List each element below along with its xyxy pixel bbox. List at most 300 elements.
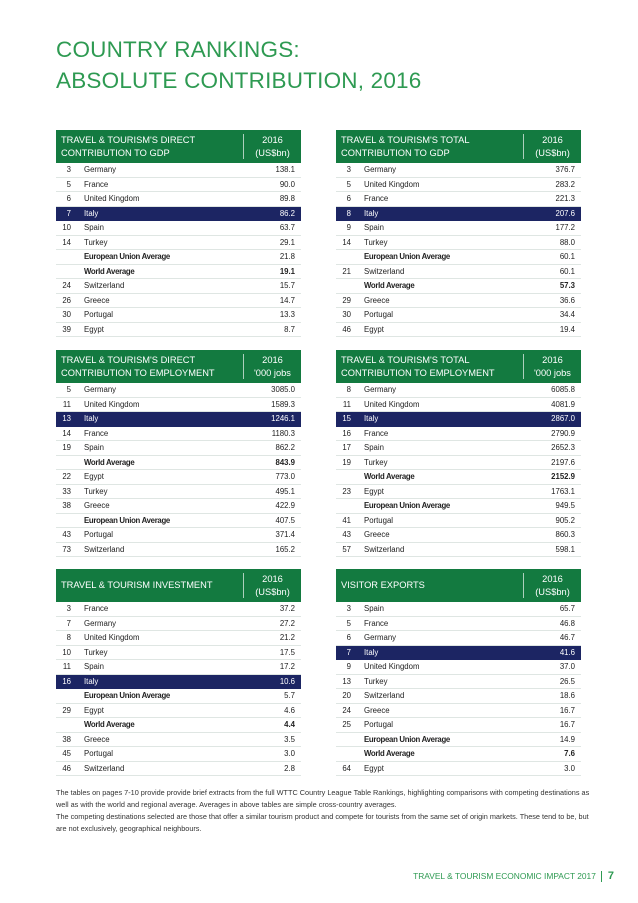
column-year: 2016: [262, 134, 283, 145]
page-title-line-2: ABSOLUTE CONTRIBUTION, 2016: [56, 68, 422, 93]
table-row: [56, 660, 301, 675]
rank-cell: 10: [62, 647, 71, 657]
value-cell: 63.7: [279, 223, 295, 232]
rank-cell: 8: [66, 633, 71, 642]
table-row: [56, 398, 301, 413]
rank-cell: [336, 250, 351, 264]
column-header: [523, 354, 581, 379]
footnote-paragraph: The tables on pages 7-10 provide provide brief extracts from the full WTTC Country League Table Rankings, highlighting comparisons with competing destinations as well as with the world and regional average. Averages in above tables are simple cross-country averages.: [56, 788, 590, 810]
value-cell: 422.9: [275, 501, 295, 510]
table-row: [56, 762, 301, 777]
table-total-employment: [336, 350, 581, 557]
table-row: [56, 323, 301, 338]
value-cell: 4.4: [284, 720, 295, 729]
country-cell: World Average: [364, 281, 415, 290]
highlighted-row: [336, 646, 581, 661]
value-cell: 34.4: [559, 310, 575, 319]
country-cell: Egypt: [364, 486, 384, 496]
rank-cell: 64: [342, 763, 351, 773]
country-cell: Portugal: [364, 515, 394, 525]
country-cell: Switzerland: [84, 544, 125, 554]
country-cell: France: [84, 428, 109, 438]
table-row: [56, 441, 301, 456]
table-row: [56, 646, 301, 661]
country-cell: Switzerland: [84, 763, 125, 773]
country-cell: Egypt: [364, 763, 384, 773]
table-row: [336, 528, 581, 543]
table-row: [336, 383, 581, 398]
country-cell: Spain: [364, 223, 384, 232]
rank-cell: 14: [342, 237, 351, 247]
rank-cell: 19: [62, 443, 71, 452]
value-cell: 3085.0: [271, 385, 295, 394]
value-cell: 495.1: [275, 486, 295, 496]
rank-cell: 30: [62, 310, 71, 319]
rank-cell: 29: [342, 295, 351, 305]
table-row: [336, 631, 581, 646]
table-row: [336, 323, 581, 338]
country-cell: Turkey: [84, 486, 108, 496]
rank-cell: 8: [346, 385, 351, 394]
country-cell: Spain: [364, 443, 384, 452]
country-cell: Italy: [364, 414, 379, 423]
table-row: [336, 192, 581, 207]
table-row: [336, 221, 581, 236]
value-cell: 89.8: [279, 194, 295, 203]
value-cell: 4.6: [284, 705, 295, 715]
country-cell: Germany: [84, 165, 117, 174]
rank-cell: 46: [342, 324, 351, 334]
country-cell: European Union Average: [364, 501, 450, 510]
value-cell: 18.6: [559, 691, 575, 700]
table-row: [56, 543, 301, 558]
rank-cell: [336, 279, 351, 293]
country-cell: European Union Average: [84, 252, 170, 261]
aggregate-row: [336, 747, 581, 762]
value-cell: 905.2: [555, 515, 575, 525]
aggregate-row: [336, 499, 581, 514]
value-cell: 2197.6: [551, 457, 575, 467]
rank-cell: [336, 499, 351, 513]
aggregate-row: [56, 250, 301, 265]
rank-cell: 5: [346, 618, 351, 628]
table-row: [56, 602, 301, 617]
rank-cell: 20: [342, 691, 351, 700]
country-cell: Greece: [364, 295, 390, 305]
value-cell: 8.7: [284, 324, 295, 334]
rank-cell: 14: [62, 237, 71, 247]
table-row: [56, 470, 301, 485]
country-cell: European Union Average: [364, 734, 450, 744]
country-cell: Switzerland: [84, 281, 125, 290]
value-cell: 17.2: [279, 662, 295, 671]
country-cell: Italy: [84, 414, 99, 423]
rank-cell: 24: [62, 281, 71, 290]
rank-cell: 29: [62, 705, 71, 715]
table-row: [56, 747, 301, 762]
country-cell: Greece: [364, 530, 390, 539]
value-cell: 5.7: [284, 691, 295, 700]
table-row: [56, 192, 301, 207]
value-cell: 36.6: [559, 295, 575, 305]
value-cell: 3.5: [284, 734, 295, 744]
country-cell: Turkey: [364, 676, 388, 686]
rank-cell: 3: [66, 604, 71, 613]
country-cell: France: [364, 618, 389, 628]
rank-cell: 7: [66, 618, 71, 628]
table-row: [336, 660, 581, 675]
footnotes: [56, 787, 596, 835]
value-cell: 41.6: [559, 647, 575, 657]
table-header: [56, 350, 301, 383]
table-row: [56, 178, 301, 193]
country-cell: United Kingdom: [84, 633, 140, 642]
page-title-line-1: COUNTRY RANKINGS:: [56, 37, 300, 62]
country-cell: France: [84, 604, 109, 613]
table-direct-gdp: [56, 130, 301, 337]
country-cell: World Average: [84, 720, 135, 729]
country-cell: Switzerland: [364, 691, 405, 700]
column-year: 2016: [542, 354, 563, 365]
value-cell: 88.0: [559, 237, 575, 247]
value-cell: 26.5: [559, 676, 575, 686]
rank-cell: 10: [62, 223, 71, 232]
table-row: [336, 178, 581, 193]
country-cell: United Kingdom: [84, 194, 140, 203]
value-cell: 7.6: [564, 749, 575, 758]
value-cell: 3.0: [564, 763, 575, 773]
rank-cell: 6: [346, 633, 351, 642]
value-cell: 4081.9: [551, 399, 575, 409]
column-header: [523, 573, 581, 598]
rank-cell: [56, 250, 71, 264]
value-cell: 60.1: [559, 266, 575, 276]
value-cell: 221.3: [555, 194, 575, 203]
table-row: [336, 602, 581, 617]
country-cell: European Union Average: [84, 515, 170, 525]
country-cell: Italy: [364, 647, 379, 657]
value-cell: 862.2: [275, 443, 295, 452]
rank-cell: 21: [342, 266, 351, 276]
table-header: [336, 569, 581, 602]
column-header: [243, 134, 301, 159]
value-cell: 10.6: [279, 676, 295, 686]
rank-cell: 9: [346, 662, 351, 671]
rank-cell: 43: [62, 530, 71, 539]
value-cell: 60.1: [559, 252, 575, 261]
column-header: [523, 134, 581, 159]
value-cell: 13.3: [279, 310, 295, 319]
table-direct-employment: [56, 350, 301, 557]
country-cell: Germany: [84, 618, 117, 628]
rank-cell: 8: [346, 208, 351, 218]
value-cell: 14.9: [559, 734, 575, 744]
rank-cell: 5: [346, 179, 351, 189]
value-cell: 407.5: [275, 515, 295, 525]
value-cell: 1180.3: [271, 428, 295, 438]
value-cell: 1763.1: [551, 486, 575, 496]
value-cell: 6085.8: [551, 385, 575, 394]
rank-cell: [56, 718, 71, 732]
value-cell: 165.2: [275, 544, 295, 554]
country-cell: Germany: [364, 633, 397, 642]
table-row: [336, 718, 581, 733]
country-cell: Portugal: [84, 310, 114, 319]
column-year: 2016: [542, 573, 563, 584]
country-cell: France: [364, 194, 389, 203]
country-cell: Turkey: [84, 647, 108, 657]
rank-cell: 73: [62, 544, 71, 554]
value-cell: 65.7: [559, 604, 575, 613]
table-title: TRAVEL & TOURISM'S DIRECT CONTRIBUTION TO GDP: [61, 134, 196, 158]
value-cell: 2790.9: [551, 428, 575, 438]
country-cell: Germany: [364, 385, 397, 394]
country-cell: Portugal: [84, 530, 114, 539]
value-cell: 21.8: [279, 252, 295, 261]
country-cell: Greece: [364, 705, 390, 715]
value-cell: 27.2: [279, 618, 295, 628]
rank-cell: 7: [66, 208, 71, 218]
country-cell: United Kingdom: [84, 399, 140, 409]
rank-cell: 19: [342, 457, 351, 467]
column-header: [243, 573, 301, 598]
value-cell: 19.1: [279, 266, 295, 276]
value-cell: 1589.3: [271, 399, 295, 409]
country-cell: European Union Average: [364, 252, 450, 261]
rank-cell: 25: [342, 720, 351, 729]
value-cell: 57.3: [559, 281, 575, 290]
rank-cell: 3: [66, 165, 71, 174]
value-cell: 843.9: [275, 457, 295, 467]
rank-cell: 41: [342, 515, 351, 525]
rank-cell: 6: [66, 194, 71, 203]
table-row: [336, 236, 581, 251]
rank-cell: 33: [62, 486, 71, 496]
value-cell: 46.7: [559, 633, 575, 642]
page-number: 7: [607, 870, 614, 882]
country-cell: United Kingdom: [364, 179, 420, 189]
value-cell: 21.2: [279, 633, 295, 642]
country-cell: Italy: [364, 208, 379, 218]
column-year: 2016: [542, 134, 563, 145]
country-cell: Switzerland: [364, 266, 405, 276]
rank-cell: 38: [62, 501, 71, 510]
rank-cell: [336, 747, 351, 761]
value-cell: 16.7: [559, 720, 575, 729]
table-row: [336, 704, 581, 719]
table-header: [56, 569, 301, 602]
value-cell: 90.0: [279, 179, 295, 189]
table-row: [336, 762, 581, 777]
value-cell: 46.8: [559, 618, 575, 628]
value-cell: 773.0: [275, 472, 295, 481]
country-cell: Egypt: [84, 324, 104, 334]
value-cell: 207.6: [555, 208, 575, 218]
footer-text: TRAVEL & TOURISM ECONOMIC IMPACT 2017: [413, 871, 596, 881]
table-total-gdp: [336, 130, 581, 337]
value-cell: 29.1: [279, 237, 295, 247]
highlighted-row: [336, 207, 581, 222]
aggregate-row: [336, 279, 581, 294]
column-year: 2016: [262, 354, 283, 365]
table-header: [56, 130, 301, 163]
value-cell: 19.4: [559, 324, 575, 334]
rank-cell: [56, 265, 71, 279]
rank-cell: 5: [66, 385, 71, 394]
country-cell: World Average: [364, 472, 415, 481]
value-cell: 2867.0: [551, 414, 575, 423]
value-cell: 16.7: [559, 705, 575, 715]
table-row: [56, 427, 301, 442]
rank-cell: 13: [342, 676, 351, 686]
value-cell: 3.0: [284, 749, 295, 758]
aggregate-row: [336, 470, 581, 485]
table-header: [336, 130, 581, 163]
aggregate-row: [56, 689, 301, 704]
rank-cell: 17: [342, 443, 351, 452]
value-cell: 2152.9: [551, 472, 575, 481]
country-cell: World Average: [364, 749, 415, 758]
table-row: [336, 456, 581, 471]
rank-cell: [56, 689, 71, 703]
rank-cell: 23: [342, 486, 351, 496]
table-title: TRAVEL & TOURISM INVESTMENT: [61, 580, 213, 590]
rank-cell: 11: [62, 399, 71, 409]
aggregate-row: [56, 265, 301, 280]
country-cell: United Kingdom: [364, 662, 420, 671]
country-cell: Spain: [84, 443, 104, 452]
table-row: [336, 308, 581, 323]
value-cell: 177.2: [555, 223, 575, 232]
highlighted-row: [56, 412, 301, 427]
country-cell: Egypt: [84, 472, 104, 481]
table-row: [56, 221, 301, 236]
value-cell: 283.2: [555, 179, 575, 189]
country-cell: Italy: [84, 676, 99, 686]
table-row: [56, 294, 301, 309]
table-row: [56, 163, 301, 178]
country-cell: World Average: [84, 457, 135, 467]
table-row: [56, 528, 301, 543]
rank-cell: 26: [62, 295, 71, 305]
table-row: [336, 398, 581, 413]
column-header: [243, 354, 301, 379]
value-cell: 37.0: [559, 662, 575, 671]
country-cell: Turkey: [84, 237, 108, 247]
value-cell: 1246.1: [271, 414, 295, 423]
table-title: TRAVEL & TOURISM'S TOTAL CONTRIBUTION TO EMPLOYMENT: [341, 354, 495, 378]
country-cell: Germany: [364, 165, 397, 174]
highlighted-row: [56, 675, 301, 690]
country-cell: Greece: [84, 295, 110, 305]
rank-cell: 57: [342, 544, 351, 554]
value-cell: 86.2: [279, 208, 295, 218]
table-row: [56, 631, 301, 646]
country-cell: Portugal: [364, 310, 394, 319]
rank-cell: 3: [346, 604, 351, 613]
table-row: [336, 675, 581, 690]
value-cell: 949.5: [555, 501, 575, 510]
value-cell: 15.7: [279, 281, 295, 290]
rank-cell: 7: [346, 647, 351, 657]
table-visitor-exports: [336, 569, 581, 776]
value-cell: 371.4: [275, 530, 295, 539]
value-cell: 2652.3: [551, 443, 575, 452]
table-row: [336, 427, 581, 442]
rank-cell: 38: [62, 734, 71, 744]
country-cell: Greece: [84, 734, 110, 744]
highlighted-row: [336, 412, 581, 427]
rank-cell: 43: [342, 530, 351, 539]
table-row: [336, 265, 581, 280]
value-cell: 376.7: [555, 165, 575, 174]
table-row: [336, 441, 581, 456]
rank-cell: 46: [62, 763, 71, 773]
table-title: TRAVEL & TOURISM'S TOTAL CONTRIBUTION TO GDP: [341, 134, 470, 158]
table-investment: [56, 569, 301, 776]
country-cell: Portugal: [84, 749, 114, 758]
aggregate-row: [56, 514, 301, 529]
rank-cell: [56, 514, 71, 528]
table-row: [336, 514, 581, 529]
table-row: [56, 279, 301, 294]
table-row: [336, 617, 581, 632]
rank-cell: 11: [62, 662, 71, 671]
footnote-paragraph: The competing destinations selected are those that offer a similar tourism product and compete for tourists from the same set of origin markets. These tend to be, but are not exclusively, geographical neighbours.: [56, 812, 589, 834]
country-cell: Switzerland: [364, 544, 405, 554]
rank-cell: 11: [342, 399, 351, 409]
country-cell: Egypt: [364, 324, 384, 334]
rank-cell: 6: [346, 194, 351, 203]
country-cell: World Average: [84, 266, 135, 276]
column-unit: '000 jobs: [254, 367, 291, 378]
value-cell: 37.2: [279, 604, 295, 613]
column-unit: (US$bn): [535, 586, 570, 597]
rank-cell: 30: [342, 310, 351, 319]
rank-cell: 3: [346, 165, 351, 174]
rank-cell: [336, 470, 351, 484]
value-cell: 598.1: [555, 544, 575, 554]
rank-cell: 13: [62, 414, 71, 423]
country-cell: European Union Average: [84, 691, 170, 700]
table-title: TRAVEL & TOURISM'S DIRECT CONTRIBUTION TO EMPLOYMENT: [61, 354, 215, 378]
aggregate-row: [56, 456, 301, 471]
table-row: [56, 704, 301, 719]
country-cell: Italy: [84, 208, 99, 218]
table-row: [336, 689, 581, 704]
page-footer: [413, 870, 614, 882]
table-row: [336, 294, 581, 309]
country-cell: United Kingdom: [364, 399, 420, 409]
rank-cell: 45: [62, 749, 71, 758]
country-cell: Turkey: [364, 457, 388, 467]
value-cell: 17.5: [279, 647, 295, 657]
column-unit: (US$bn): [535, 147, 570, 158]
rank-cell: 16: [62, 676, 71, 686]
rank-cell: [56, 456, 71, 470]
table-row: [56, 308, 301, 323]
country-cell: Germany: [84, 385, 117, 394]
table-row: [56, 383, 301, 398]
country-cell: Greece: [84, 501, 110, 510]
table-header: [336, 350, 581, 383]
country-cell: Portugal: [364, 720, 394, 729]
column-unit: '000 jobs: [534, 367, 571, 378]
table-row: [56, 617, 301, 632]
highlighted-row: [56, 207, 301, 222]
value-cell: 14.7: [279, 295, 295, 305]
table-row: [56, 733, 301, 748]
